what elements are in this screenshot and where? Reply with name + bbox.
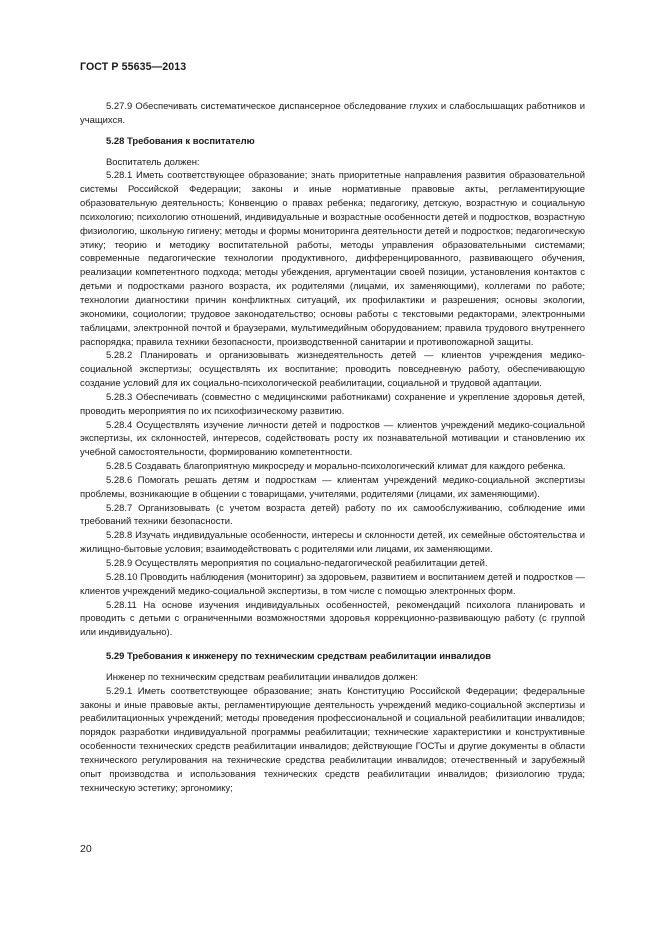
paragraph-intro-5-28: Воспитатель должен: — [106, 156, 200, 168]
standard-header: ГОСТ Р 55635—2013 — [80, 61, 187, 73]
paragraph-5-28-1: 5.28.1 Иметь соответствующее образование; знать приоритетные направления развития образовательной системы Российской Федерации; законы и иные нормативные правовые акты, регламентирующие образовательную деятельность; Конвенцию о правах ребенка; педагогику, детскую, возрастную и социальную психологию; психологию отношений, индивидуальные и возрастные особенности детей и подростков, возрастную физиологию, школьную гигиену; методы и формы мониторинга деятельности детей и подростков; педагогическую этику; теорию и методику воспитательной работы, методы управления образовательными системами; современные педагогические технологии продуктивного, дифференцированного, развивающего обучения, реализации компетентного подхода; методы убеждения, аргументации своей позиции, установления контактов с детьми и подростками разного возраста, их родителями (лицами, их заменяющими), коллегами по работе; технологии диагностики причин конфликтных ситуаций, их профилактики и разрешения; основы экологии, экономики, социологии; трудовое законодательство; основы работы с текстовыми редакторами, электронными таблицами, электронной почтой и браузерами, мультимедийным оборудованием; правила трудового внутреннего распорядка; правила техники безопасности, производственной санитарии и противопожарной защиты. — [80, 170, 585, 348]
paragraph-5-28-3: 5.28.3 Обеспечивать (совместно с медицинскими работниками) сохранение и укрепление здоровья детей, проводить мероприятия по их психофизическому развитию. — [80, 391, 585, 417]
section-heading-5-29: 5.29 Требования к инженеру по техническим средствам реабилитации инвалидов — [106, 651, 492, 663]
paragraph-5-28-8: 5.28.8 Изучать индивидуальные особенности, интересы и склонности детей, их семейные обстоятельства и жилищно-бытовые условия; взаимодействовать с родителями или лицами, их заменяющими. — [80, 530, 585, 556]
document-body — [80, 100, 585, 796]
paragraph-5-28-5: 5.28.5 Создавать благоприятную микросреду и морально-психологический климат для каждого ребенка. — [106, 461, 566, 473]
paragraph-5-28-2: 5.28.2 Планировать и организовывать жизнедеятельность детей — клиентов учреждения медико-социальной экспертизы; осуществлять их воспитание; проводить повседневную работу, обеспечивающую создание условий для их социально-психологической реабилитации, социальной и трудовой адаптации. — [80, 350, 585, 390]
paragraph-5-28-4: 5.28.4 Осуществлять изучение личности детей и подростков — клиентов учреждений медико-социальной экспертизы, их склонностей, интересов, содействовать росту их познавательной мотивации и становлению их учебной самостоятельности, формированию компетентности. — [80, 419, 585, 459]
paragraph-5-27-9: 5.27.9 Обеспечивать систематическое диспансерное обследование глухих и слабослышащих работников и учащихся. — [80, 101, 585, 126]
paragraph-5-29-1: 5.29.1 Иметь соответствующее образование; знать Конституцию Российской Федерации; федеральные законы и иные правовые акты, регламентирующие деятельность учреждений медико-социальной экспертизы и реабилитационных учреждений; методы проведения профессиональной и социальной реабилитации инвалидов; порядок разработки индивидуальной программы реабилитации; технические характеристики и конструктивные особенности технических средств реабилитации инвалидов; действующие ГОСТы и другие документы в области технического регулирования на технические средства реабилитации инвалидов; отечественный и зарубежный опыт производства и использования технических средств реабилитации инвалидов; физиологию труда; техническую эстетику; эргономику; — [80, 685, 585, 794]
paragraph-5-28-7: 5.28.7 Организовывать (с учетом возраста детей) работу по их самообслуживанию, соблюдение ими требований техники безопасности. — [80, 502, 585, 528]
paragraph-5-28-9: 5.28.9 Осуществлять мероприятия по социально-педагогической реабилитации детей. — [106, 558, 488, 569]
paragraph-5-28-10: 5.28.10 Проводить наблюдения (мониторинг) за здоровьем, развитием и воспитанием детей и подростков — клиентов учреждений медико-социальной экспертизы, в том числе с помощью электронных форм. — [80, 571, 585, 597]
section-heading-5-28: 5.28 Требования к воспитателю — [106, 135, 255, 147]
paragraph-intro-5-29: Инженер по техническим средствам реабилитации инвалидов должен: — [106, 671, 419, 683]
page-number: 20 — [80, 843, 92, 855]
paragraph-5-28-6: 5.28.6 Помогать решать детям и подросткам — клиентам учреждений медико-социальной экспертизы проблемы, возникающие в общении с товарищами, учителями, родителями (лицами, их заменяющими). — [80, 474, 585, 500]
paragraph-5-28-11: 5.28.11 На основе изучения индивидуальных особенностей, рекомендаций психолога планировать и проводить с детьми с ограниченными возможностями здоровья коррекционно-развивающую работу (с группой или индивидуально). — [80, 599, 585, 639]
